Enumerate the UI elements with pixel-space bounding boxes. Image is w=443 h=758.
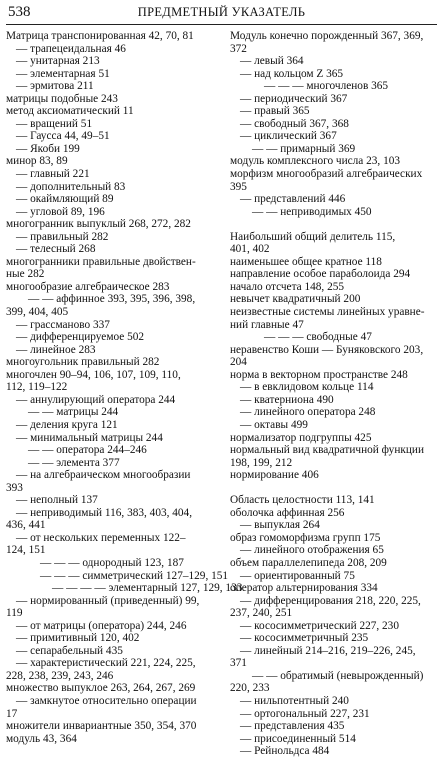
index-entry: — линейного отображения 65 xyxy=(240,544,384,557)
index-entry: объем параллелепипеда 208, 209 xyxy=(230,556,387,569)
index-entry: — элементарная 51 xyxy=(16,67,110,80)
index-entry: метод аксиоматический 11 xyxy=(6,105,134,118)
index-entry: — унитарная 213 xyxy=(16,55,100,68)
index-entry: — — неприводимых 450 xyxy=(252,205,372,218)
index-entry: 372 xyxy=(230,42,247,55)
index-entry: — левый 364 xyxy=(240,55,304,68)
index-entry: многогранники правильные двойствен- xyxy=(6,255,196,268)
index-entry: оболочка аффинная 256 xyxy=(230,506,345,519)
section-gap xyxy=(230,218,442,231)
index-entry: 436, 441 xyxy=(6,519,46,532)
index-entry: модуль комплексного числа 23, 103 xyxy=(230,155,401,168)
index-entry: — угловой 89, 196 xyxy=(16,205,105,218)
index-entry: 399, 404, 405 xyxy=(6,306,69,319)
index-entry: — правый 365 xyxy=(240,105,310,118)
index-entry: — характеристический 221, 224, 225, xyxy=(16,657,196,670)
index-entry: — неполный 137 xyxy=(16,494,98,507)
index-entry: — Гаусса 44, 49–51 xyxy=(16,130,110,143)
index-entry: — замкнутое относительно операции xyxy=(16,694,197,707)
index-entry: — деления круга 121 xyxy=(16,418,118,431)
index-entry: — — матрицы 244 xyxy=(28,406,119,419)
index-entry: направление особое параболоида 294 xyxy=(230,268,411,281)
index-entry: — эрмитова 211 xyxy=(16,80,94,93)
index-entry: наименьшее общее кратное 118 xyxy=(230,255,382,268)
index-entry: начало отсчета 148, 255 xyxy=(230,280,345,293)
index-entry: 395 xyxy=(230,180,247,193)
index-entry: модуль 43, 364 xyxy=(6,732,77,745)
index-entry: — — элемента 377 xyxy=(28,456,120,469)
index-entry: — присоединенный 514 xyxy=(240,732,356,745)
index-entry: многогранник выпуклый 268, 272, 282 xyxy=(6,218,191,231)
index-entry: — Рейнольдса 484 xyxy=(240,745,330,758)
page-title: ПРЕДМЕТНЫЙ УКАЗАТЕЛЬ xyxy=(137,5,306,19)
index-entry: — дифференцируемое 502 xyxy=(16,331,145,344)
index-entry: неравенство Коши — Буняковского 203, xyxy=(230,343,424,356)
index-entry: — ортогональный 227, 231 xyxy=(240,707,370,720)
index-entry: многоугольник правильный 282 xyxy=(6,356,160,369)
index-entry: — вращений 51 xyxy=(16,117,93,130)
index-entry: 124, 151 xyxy=(6,544,46,557)
index-entry: — представлений 446 xyxy=(240,193,346,206)
index-entry: — — — — элементарный 127, 129, 133 xyxy=(52,582,243,595)
index-entry: — линейный 214–216, 219–226, 245, xyxy=(240,644,416,657)
index-entry: — от матрицы (оператора) 244, 246 xyxy=(16,619,187,632)
index-entry: — — аффинное 393, 395, 396, 398, xyxy=(28,293,196,306)
index-entry: — свободный 367, 368 xyxy=(240,117,349,130)
index-entry: — периодический 367 xyxy=(240,92,348,105)
index-entry: — кососимметричный 235 xyxy=(240,632,369,645)
index-entry: нормальный вид квадратичной функции xyxy=(230,444,424,457)
index-entry: многообразие алгебраическое 283 xyxy=(6,280,170,293)
index-entry: Наибольший общий делитель 115, xyxy=(230,230,396,243)
index-entry: нормирование 406 xyxy=(230,469,319,482)
index-entry: ные 282 xyxy=(6,268,45,281)
index-entry: — телесный 268 xyxy=(16,243,96,256)
index-entry: — грассманово 337 xyxy=(16,318,110,331)
index-entry: — — примарный 369 xyxy=(252,142,356,155)
page-header xyxy=(6,2,437,25)
index-entry: — циклический 367 xyxy=(240,130,337,143)
index-entry: — ориентированный 75 xyxy=(240,569,355,582)
index-entry: оператор альтернирования 334 xyxy=(230,582,378,595)
index-entry: — кососимметрический 227, 230 xyxy=(240,619,399,632)
right-index-column xyxy=(230,30,442,758)
index-entry: — на алгебраическом многообразии xyxy=(16,469,191,482)
index-entry: Матрица транспонированная 42, 70, 81 xyxy=(6,30,194,42)
index-entry: — линейное 283 xyxy=(16,343,96,356)
page-number: 538 xyxy=(8,4,31,20)
index-entry: многочлен 90–94, 106, 107, 109, 110, xyxy=(6,368,181,381)
index-entry: невычет квадратичный 200 xyxy=(230,293,361,306)
index-entry: 228, 238, 239, 243, 246 xyxy=(6,669,114,682)
index-entry: — — оператора 244–246 xyxy=(28,444,147,457)
index-entry: ний главные 47 xyxy=(230,318,304,331)
index-entry: — нильпотентный 240 xyxy=(240,694,349,707)
index-entry: — представления 435 xyxy=(240,720,345,733)
index-entry: — трапецеидальная 46 xyxy=(16,42,126,55)
index-entry: 204 xyxy=(230,356,247,369)
index-entry: 119 xyxy=(6,607,23,620)
index-entry: — минимальный матрицы 244 xyxy=(16,431,163,444)
index-entry: 393 xyxy=(6,481,23,494)
index-entry: — окаймляющий 89 xyxy=(16,193,114,206)
index-entry: — от нескольких переменных 122– xyxy=(16,531,186,544)
index-entry: — — — многочленов 365 xyxy=(264,80,389,93)
index-entry: матрицы подобные 243 xyxy=(6,92,118,105)
index-entry: нормализатор подгруппы 425 xyxy=(230,431,372,444)
index-entry: — в евклидовом кольце 114 xyxy=(240,381,374,394)
index-entry: 401, 402 xyxy=(230,243,270,256)
index-entry: минор 83, 89 xyxy=(6,155,68,168)
index-entry: морфизм многообразий алгебраических xyxy=(230,168,423,181)
index-entry: — Якоби 199 xyxy=(16,142,80,155)
index-entry: — правильный 282 xyxy=(16,230,109,243)
index-entry: — неприводимый 116, 383, 403, 404, xyxy=(16,506,193,519)
index-entry: — — — свободные 47 xyxy=(264,331,372,344)
index-entry: 220, 233 xyxy=(230,682,270,695)
index-entry: неизвестные системы линейных уравне- xyxy=(230,306,425,319)
index-entry: — над кольцом Z 365 xyxy=(240,67,344,80)
index-entry: — октавы 499 xyxy=(240,418,308,431)
index-entry: — примитивный 120, 402 xyxy=(16,632,140,645)
index-entry: — — — симметрический 127–129, 151 xyxy=(40,569,229,582)
index-entry: Область целостности 113, 141 xyxy=(230,494,375,507)
index-entry: 17 xyxy=(6,707,18,720)
index-entry: — аннулирующий оператора 244 xyxy=(16,393,176,406)
section-gap xyxy=(230,482,442,495)
index-entry: 198, 199, 212 xyxy=(230,456,293,469)
index-entry: множество выпуклое 263, 264, 267, 269 xyxy=(6,682,196,695)
index-entry: — — обратимый (невырожденный) xyxy=(252,669,424,682)
index-entry: — дифференцирования 218, 220, 225, xyxy=(240,594,421,607)
index-entry: множители инвариантные 350, 354, 370 xyxy=(6,720,197,733)
index-entry: 237, 240, 251 xyxy=(230,607,293,620)
index-entry: — дополнительный 83 xyxy=(16,180,126,193)
index-entry: — главный 221 xyxy=(16,168,90,181)
index-entry: 112, 119–122 xyxy=(6,381,68,394)
index-entry: норма в векторном пространстве 248 xyxy=(230,368,408,381)
index-entry: Модуль конечно порожденный 367, 369, xyxy=(230,30,424,42)
index-entry: 371 xyxy=(230,657,247,670)
index-entry: — выпуклая 264 xyxy=(240,519,320,532)
index-entry: — кватерниона 490 xyxy=(240,393,334,406)
index-entry: — — — однородный 123, 187 xyxy=(40,556,184,569)
index-entry: — сепарабельный 435 xyxy=(16,644,123,657)
index-entry: — линейного оператора 248 xyxy=(240,406,376,419)
index-entry: образ гомоморфизма групп 175 xyxy=(230,531,381,544)
index-entry: — нормированный (приведенный) 99, xyxy=(16,594,200,607)
